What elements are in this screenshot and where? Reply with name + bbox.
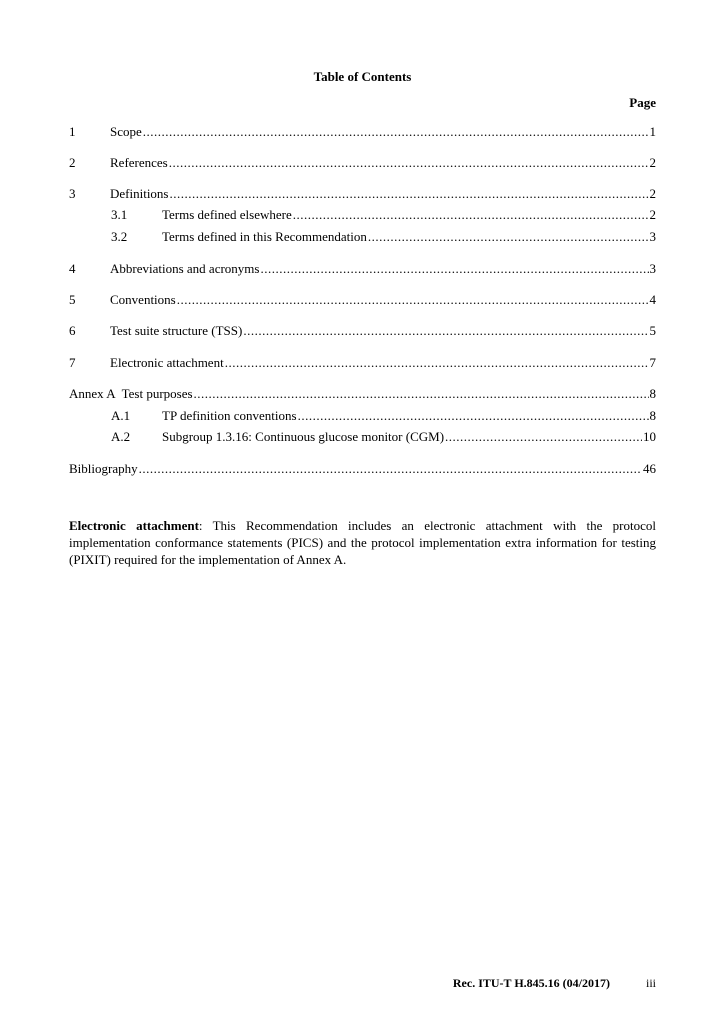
toc-entry-title: Abbreviations and acronyms — [110, 261, 260, 276]
toc-entry-title: Conventions — [110, 292, 176, 307]
toc-entry-number: 3.2 — [111, 229, 128, 244]
page-column-header: Page — [629, 95, 656, 110]
toc-entry-page: 10 — [643, 429, 656, 444]
toc-entry-page: 5 — [649, 323, 656, 338]
toc-entry-title: Subgroup 1.3.16: Continuous glucose monitor (CGM) — [162, 429, 445, 444]
toc-leader-dots — [177, 292, 649, 308]
toc-entry-page: 3 — [649, 261, 656, 276]
electronic-attachment-note — [69, 517, 656, 568]
toc-entry-number: A.1 — [111, 408, 131, 423]
toc-entry-number: 3.1 — [111, 207, 128, 222]
toc-entry-number: 5 — [69, 292, 76, 307]
toc-entry-title: References — [110, 155, 168, 170]
toc-leader-dots — [170, 186, 649, 202]
toc-leader-dots — [169, 155, 649, 171]
toc-leader-dots — [445, 429, 642, 445]
toc-entry-title: Definitions — [110, 186, 169, 201]
toc-entry-title: Bibliography — [69, 461, 138, 476]
toc-entry-page: 7 — [649, 355, 656, 370]
toc-entry-page: 1 — [649, 124, 656, 139]
note-body: : This Recommendation includes an electronic attachment with the protocol implementation conformance statements (PICS) and the protocol implementation extra information for testing (PIXIT) required for the implementation of Annex A. — [69, 518, 656, 567]
toc-entry-number: 1 — [69, 124, 76, 139]
toc-entry-page: 2 — [649, 186, 656, 201]
toc-entry-page: 46 — [643, 461, 656, 476]
toc-entry[interactable] — [69, 386, 656, 402]
page-footer — [453, 976, 656, 991]
toc-entry-page: 8 — [649, 386, 656, 401]
toc-entry-page: 2 — [649, 155, 656, 170]
footer-recommendation: Rec. ITU-T H.845.16 (04/2017) — [452, 976, 610, 990]
toc-entry[interactable] — [69, 323, 656, 339]
toc-entry[interactable] — [69, 355, 656, 371]
toc-entry-title: TP definition conventions — [162, 408, 297, 423]
toc-title: Table of Contents — [313, 69, 412, 84]
toc-leader-dots — [243, 323, 648, 339]
toc-entry[interactable] — [69, 292, 656, 308]
toc-entry-number: 7 — [69, 355, 76, 370]
toc-entry[interactable] — [111, 408, 656, 424]
toc-entry[interactable] — [111, 207, 656, 223]
toc-entry[interactable] — [69, 261, 656, 277]
toc-leader-dots — [194, 386, 649, 402]
toc-entry-number: Annex A — [69, 386, 116, 401]
toc-leader-dots — [293, 207, 649, 223]
toc-entry[interactable] — [69, 461, 656, 477]
toc-entry[interactable] — [69, 186, 656, 202]
toc-entry-number: A.2 — [111, 429, 131, 444]
toc-entry-title: Scope — [110, 124, 142, 139]
toc-entry-page: 2 — [649, 207, 656, 222]
toc-leader-dots — [143, 124, 649, 140]
toc-entry-number: 2 — [69, 155, 76, 170]
toc-entry-page: 8 — [649, 408, 656, 423]
toc-entry-title: Terms defined in this Recommendation — [162, 229, 367, 244]
toc-entry[interactable] — [69, 124, 656, 140]
toc-entry[interactable] — [111, 429, 656, 445]
toc-leader-dots — [139, 461, 642, 477]
toc-entry-number: 3 — [69, 186, 76, 201]
toc-entry-number: 4 — [69, 261, 76, 276]
toc-entry-title: Test purposes — [121, 386, 193, 401]
toc-entry[interactable] — [111, 229, 656, 245]
toc-leader-dots — [225, 355, 649, 371]
toc-entry-title: Terms defined elsewhere — [162, 207, 292, 222]
toc-entry-title: Electronic attachment — [110, 355, 224, 370]
note-label: Electronic attachment — [69, 518, 199, 533]
toc-leader-dots — [260, 261, 648, 277]
toc-entry-title: Test suite structure (TSS) — [110, 323, 243, 338]
footer-page-number: iii — [645, 976, 656, 990]
toc-entry[interactable] — [69, 155, 656, 171]
toc-entry-number: 6 — [69, 323, 76, 338]
toc-entry-page: 4 — [649, 292, 656, 307]
toc-leader-dots — [368, 229, 649, 245]
toc-entry-page: 3 — [649, 229, 656, 244]
toc-leader-dots — [298, 408, 649, 424]
